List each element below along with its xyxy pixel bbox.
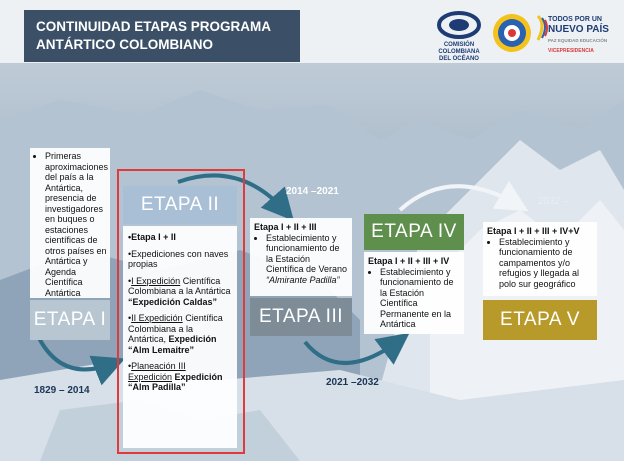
etapa-1-label: ETAPA I — [30, 300, 110, 340]
etapa-3-years: 2014 –2021 — [286, 186, 339, 197]
etapa-3-bullet: • Establecimiento y funcionamiento de la Estación Científica de Verano “Almirante Padilla” — [266, 233, 348, 286]
etapa-4-years: 2021 –2032 — [326, 377, 379, 388]
etapa-2-bullet-3: •II Expedición Científica Colombiana a la Antártica, Expedición “Alm Lemaitre” — [128, 313, 223, 355]
etapa-1-years: 1829 – 2014 — [34, 385, 90, 396]
etapa-3-card — [250, 218, 352, 296]
pais-line2: NUEVO PAÍS — [548, 24, 609, 35]
pais-line3: PAZ EQUIDAD EDUCACIÓN — [548, 38, 608, 43]
etapa-5-card — [483, 222, 597, 296]
slide-title: CONTINUIDAD ETAPAS PROGRAMA ANTÁRTICO COLOMBIANO — [36, 19, 271, 52]
pais-line4: VICEPRESIDENCIA — [548, 48, 594, 54]
etapa-3-heading: Etapa I + II + III — [254, 222, 317, 232]
etapa-2-bullet-4: •Planeación III Expedición Expedición “Alm Padilla” — [128, 361, 223, 392]
cco-logo-icon — [436, 10, 482, 40]
title-box — [24, 10, 300, 62]
etapa-1-card — [30, 148, 110, 298]
etapa-3-label: ETAPA III — [250, 298, 352, 336]
etapa-5-years-faint: 2032 – — [538, 196, 569, 207]
etapa-5-heading: Etapa I + II + III + IV+V — [487, 226, 580, 236]
etapa-4-bullet: • Establecimiento y funcionamiento de la Estación Científica Permanente en la Antártica — [380, 267, 460, 330]
cco-logo-text: COMISIÓN COLOMBIANA DEL OCÉANO — [438, 42, 480, 62]
etapa-5-label: ETAPA V — [483, 300, 597, 340]
pais-line1: TODOS POR UN — [548, 16, 602, 23]
etapa-5-bullet: • Establecimiento y funcionamiento de campamentos y/o refugios y llegada al polo sur geográfico — [499, 237, 593, 290]
etapa-4-label: ETAPA IV — [364, 214, 464, 250]
selection-highlight — [117, 169, 245, 454]
etapa-4-heading: Etapa I + II + III + IV — [368, 256, 450, 266]
etapa-4-card — [364, 252, 464, 334]
etapa-2-heading: •Etapa I + II — [128, 232, 176, 242]
etapa-1-bullet: • Primeras aproximaciones del país a la Antártica, presencia de investigadores en buques o estaciones científicas de otros países en Antártica y Agenda Científica Antártica — [45, 151, 107, 298]
antarctic-program-emblem-icon — [492, 12, 532, 54]
logos-area — [432, 8, 622, 60]
etapa-2-bullet-2: •I Expedición Científica Colombiana a la Antártica “Expedición Caldas” — [128, 275, 231, 307]
colombia-flag-icon — [536, 14, 548, 42]
etapa-2-bullet-1: •Expediciones con naves propias — [128, 248, 229, 269]
etapa-2-label: ETAPA II — [123, 186, 237, 224]
